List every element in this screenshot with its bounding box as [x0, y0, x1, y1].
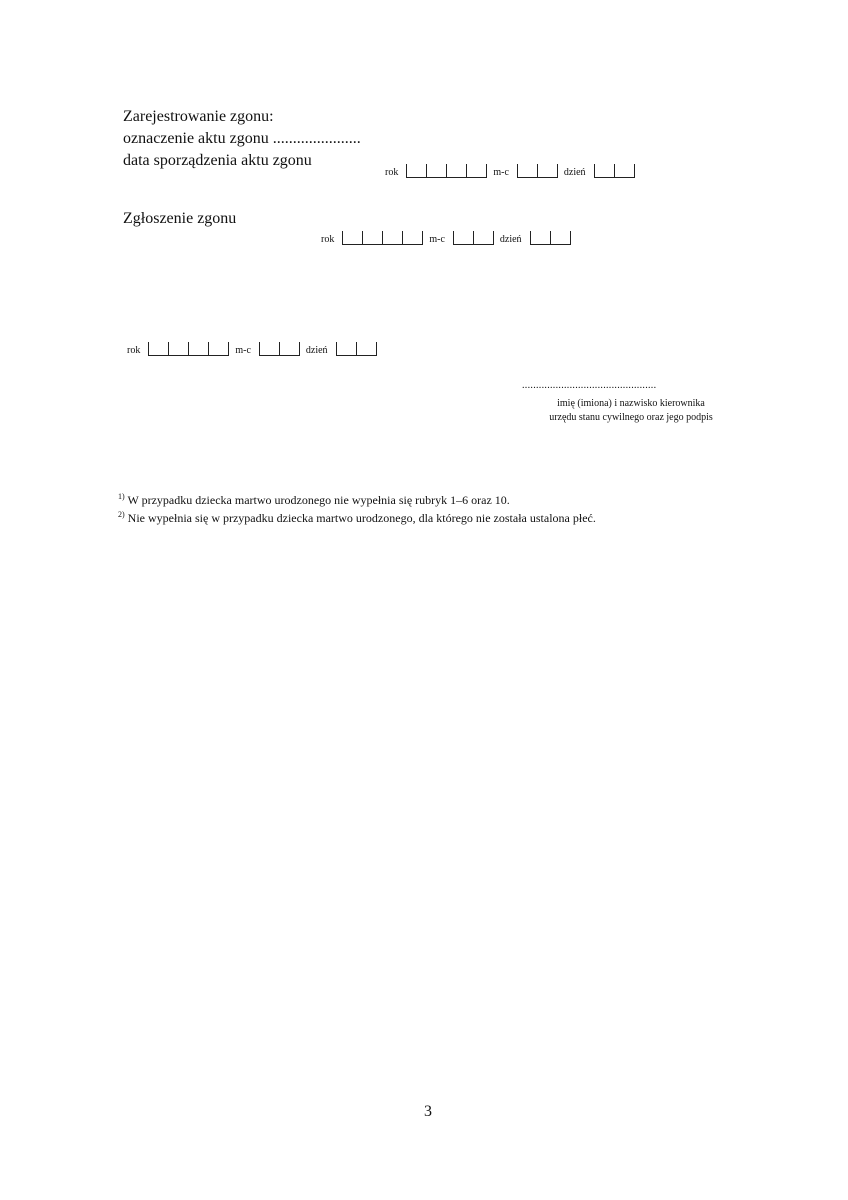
report-heading: Zgłoszenie zgonu — [123, 210, 237, 227]
footnote-mark: 2) — [118, 510, 125, 519]
year-boxes[interactable] — [342, 231, 423, 245]
act-date-field — [385, 164, 635, 178]
signature-caption-2: urzędu stanu cywilnego oraz jego podpis — [549, 412, 713, 423]
day-boxes[interactable] — [336, 342, 377, 356]
month-boxes[interactable] — [259, 342, 300, 356]
year-label: rok — [127, 345, 141, 356]
year-boxes[interactable] — [148, 342, 229, 356]
day-label: dzień — [563, 167, 586, 178]
act-number-field[interactable]: ...................... — [272, 130, 361, 147]
page-number: 3 — [424, 1103, 432, 1120]
day-label: dzień — [499, 234, 522, 245]
footnote-text: W przypadku dziecka martwo urodzonego nie wypełnia się rubryk 1–6 oraz 10. — [127, 493, 510, 507]
signature-line[interactable]: ................................................ — [522, 380, 657, 391]
footnote-1 — [118, 492, 510, 508]
year-label: rok — [385, 167, 399, 178]
act-date-label: data sporządzenia aktu zgonu — [123, 152, 312, 169]
day-boxes[interactable] — [530, 231, 571, 245]
month-label: m-c — [235, 345, 251, 356]
date-field — [127, 342, 377, 356]
footnote-2 — [118, 510, 596, 526]
signature-caption-1: imię (imiona) i nazwisko kierownika — [557, 398, 705, 409]
act-number-line — [123, 130, 361, 148]
year-label: rok — [321, 234, 335, 245]
month-boxes[interactable] — [517, 164, 558, 178]
day-label: dzień — [305, 345, 328, 356]
month-label: m-c — [493, 167, 509, 178]
year-boxes[interactable] — [406, 164, 487, 178]
footnote-mark: 1) — [118, 492, 125, 501]
act-number-label: oznaczenie aktu zgonu — [123, 130, 269, 147]
registration-heading: Zarejestrowanie zgonu: — [123, 108, 274, 125]
report-date-field — [321, 231, 571, 245]
month-boxes[interactable] — [453, 231, 494, 245]
footnote-text: Nie wypełnia się w przypadku dziecka martwo urodzonego, dla którego nie została ustalona płeć. — [127, 511, 596, 525]
month-label: m-c — [429, 234, 445, 245]
day-boxes[interactable] — [594, 164, 635, 178]
